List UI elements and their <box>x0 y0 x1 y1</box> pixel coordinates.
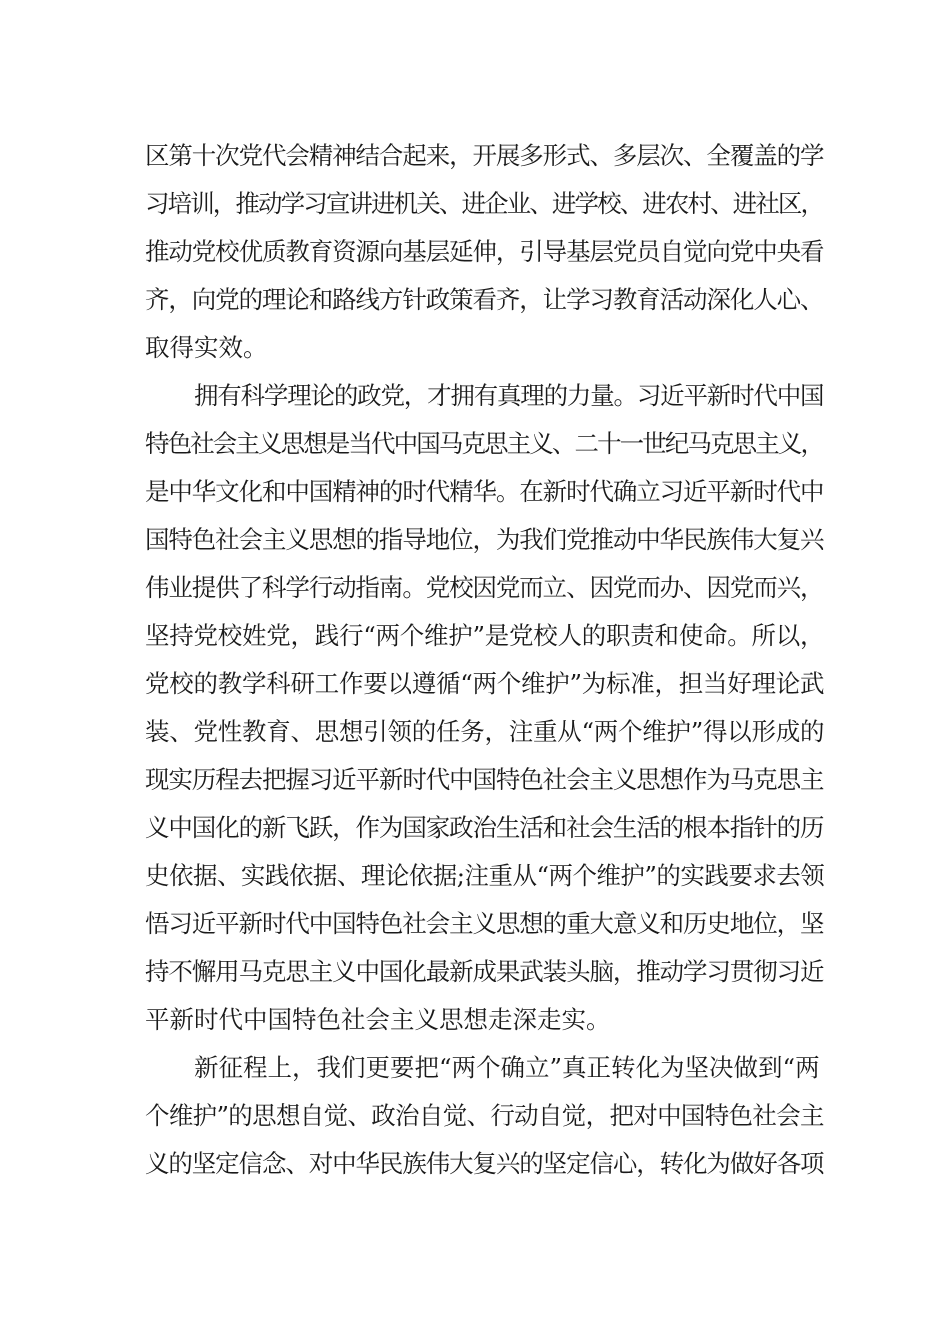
text-line: 坚持党校姓党，践行“两个维护”是党校人的职责和使命。所以， <box>145 621 825 650</box>
text-line: 特色社会主义思想是当代中国马克思主义、二十一世纪马克思主义， <box>145 429 824 458</box>
text-line: 推动党校优质教育资源向基层延伸，引导基层党员自觉向党中央看 <box>145 237 824 266</box>
text-line: 习培训，推动学习宣讲进机关、进企业、进学校、进农村、进社区， <box>145 189 824 218</box>
text-line: 齐，向党的理论和路线方针政策看齐，让学习教育活动深化人心、 <box>145 285 824 314</box>
text-line: 区第十次党代会精神结合起来，开展多形式、多层次、全覆盖的学 <box>145 141 824 170</box>
text-line: 取得实效。 <box>145 333 268 362</box>
text-line: 党校的教学科研工作要以遵循“两个维护”为标准，担当好理论武 <box>145 669 825 698</box>
text-line: 义中国化的新飞跃，作为国家政治生活和社会生活的根本指针的历 <box>145 813 824 842</box>
text-line: 伟业提供了科学行动指南。党校因党而立、因党而办、因党而兴， <box>145 573 824 602</box>
text-line: 平新时代中国特色社会主义思想走深走实。 <box>145 1005 611 1034</box>
text-line: 史依据、实践依据、理论依据;注重从“两个维护”的实践要求去领 <box>145 861 825 890</box>
text-line: 装、党性教育、思想引领的任务，注重从“两个维护”得以形成的 <box>145 717 825 746</box>
text-line: 是中华文化和中国精神的时代精华。在新时代确立习近平新时代中 <box>145 477 824 506</box>
paragraph <box>145 372 825 1044</box>
paragraph <box>145 1044 825 1188</box>
text-line: 新征程上，我们更要把“两个确立”真正转化为坚决做到“两 <box>194 1053 820 1082</box>
text-line: 悟习近平新时代中国特色社会主义思想的重大意义和历史地位，坚 <box>145 909 824 938</box>
text-line: 持不懈用马克思主义中国化最新成果武装头脑，推动学习贯彻习近 <box>145 957 824 986</box>
text-line: 个维护”的思想自觉、政治自觉、行动自觉，把对中国特色社会主 <box>145 1101 824 1130</box>
text-line: 国特色社会主义思想的指导地位，为我们党推动中华民族伟大复兴 <box>145 525 824 554</box>
text-line: 拥有科学理论的政党，才拥有真理的力量。习近平新时代中国 <box>194 381 824 410</box>
text-line: 现实历程去把握习近平新时代中国特色社会主义思想作为马克思主 <box>145 765 824 794</box>
body-text <box>145 132 825 1188</box>
text-line: 义的坚定信念、对中华民族伟大复兴的坚定信心，转化为做好各项 <box>145 1149 824 1178</box>
paragraph <box>145 132 825 372</box>
